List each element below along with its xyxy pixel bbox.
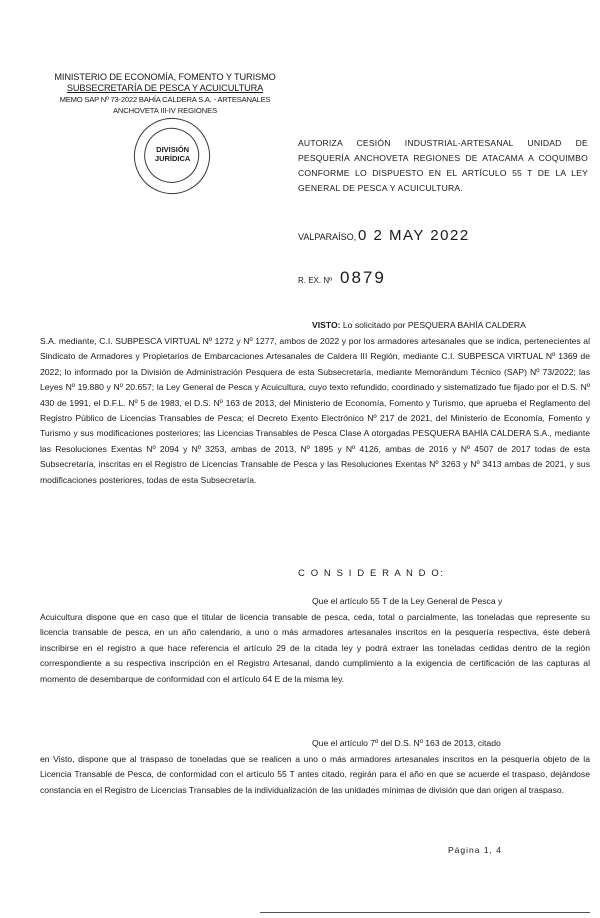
resolution-title: AUTORIZA CESIÓN INDUSTRIAL-ARTESANAL UNIDAD DE PESQUERÍA ANCHOVETA REGIONES DE ATACAMA A COQUIMBO CONFORME LO DISPUESTO EN EL ARTÍCULO 55 T DE LA LEY GENERAL DE PESCA Y ACUICULTURA. [298,138,588,193]
considerando-1-first-line: Que el artículo 55 T de la Ley General de Pesca y [312,596,503,606]
rex-number: 0879 [340,268,386,287]
stamp-text [136,145,210,163]
stamp-line-2: JURÍDICA [154,154,191,164]
header-block [40,72,290,116]
page-number: Página 1, 4 [448,845,503,855]
division-juridica-stamp [124,108,220,204]
bottom-rule [260,912,590,913]
stamp-line-1: DIVISIÓN [156,145,190,155]
visto-first-text: Lo solicitado por PESQUERA BAHÍA CALDERA [340,320,526,330]
memo-reference-2: ANCHOVETA III-IV REGIONES [112,106,218,115]
visto-first-line [312,318,590,333]
visto-body: S.A. mediante, C.I. SUBPESCA VIRTUAL Nº 1272 y Nº 1277, ambos de 2022 y por los armadores artesanales que se indica, pertenecientes al Sindicato de Armadores y Propietarios de Embarcaciones Artesanales de Caldera III Región, mediante C.I. SUBPESCA VIRTUAL Nº 1369 de 2022; lo informado por la División de Administración Pesquera de esta Subsecretaría, mediante Memorándum Técnico (SAP) Nº 73/2022; las Leyes Nº 19.880 y Nº 20.657; la Ley General de Pesca y Acuicultura, cuyo texto refundido, coordinado y sistematizado fue fijado por el D.S. Nº 430 de 1991, el D.F.L. Nº 5 de 1983, el D.S. Nº 163 de 2013, del Ministerio de Economía, Fomento y Turismo, que aprueba el Reglamento del Registro Público de Licencias Transables de Pesca; el Decreto Exento Electrónico Nº 217 de 2021, del Ministerio de Economía, Fomento y Turismo y sus modificaciones posteriores; las Licencias Transables de Pesca Clase A otorgadas PESQUERA BAHÍA CALDERA S.A., mediante las Resoluciones Exentas Nº 2094 y Nº 3253, ambas de 2013, Nº 1895 y Nº 4126, ambas de 2016 y Nº 4507 de 2017 todas de esta Subsecretaría, inscritas en el Registro de Licencias Transable de Pesca y las Resoluciones Exentas Nº 3263 y Nº 3413 ambas de 2021, y sus modificaciones posteriores, todas de esta Subsecretaría. [40,336,590,485]
memo-reference: MEMO SAP Nº 73-2022 BAHÍA CALDERA S.A. - ARTESANALES [59,95,271,104]
considerando-1-body: Acuicultura dispone que en caso que el titular de licencia transable de pesca, ceda, total o parcialmente, las toneladas que represente su licencia transable de pesca, en un año calendario, a uno o más armadores artesanales inscritos en la pesquería respectiva, éste deberá inscribirse en el registro a que hace referencia el artículo 29 de la citada ley y podrá extraer las toneladas cedidas dentro de la región correspondiente a su respectiva inscripción en el Registro Artesanal, dando cumplimiento a la exigencia de certificación de las capturas al momento de desembarque de conformidad con el artículo 64 E de la misma ley. [40,612,590,684]
visto-label: VISTO: [312,320,341,330]
subsecretariat-name: SUBSECRETARÍA DE PESCA Y ACUICULTURA [66,83,264,93]
ministry-name: MINISTERIO DE ECONOMÍA, FOMENTO Y TURISMO [54,72,276,82]
considerando-2-body: en Visto, dispone que al traspaso de toneladas que se realicen a uno o más armadores artesanales inscritos en la pesquería objeto de la Licencia Transable de Pesca, de conformidad con el artículo 55 T antes citado, regirán para el año en que se acuerde el traspaso, dejándose constancia en el Registro de Licencias Transables de la individualización de las unidades mínimas de división que dan origen al traspaso. [40,754,590,795]
considerando-heading: C O N S I D E R A N D O: [298,568,445,579]
rex-label: R. EX. Nº [298,276,333,285]
place-label: VALPARAÍSO, [298,232,357,242]
considerando-2-first-line: Que el artículo 7º del D.S. Nº 163 de 2013, citado [312,738,501,748]
date-stamp: 0 2 MAY 2022 [358,227,470,244]
